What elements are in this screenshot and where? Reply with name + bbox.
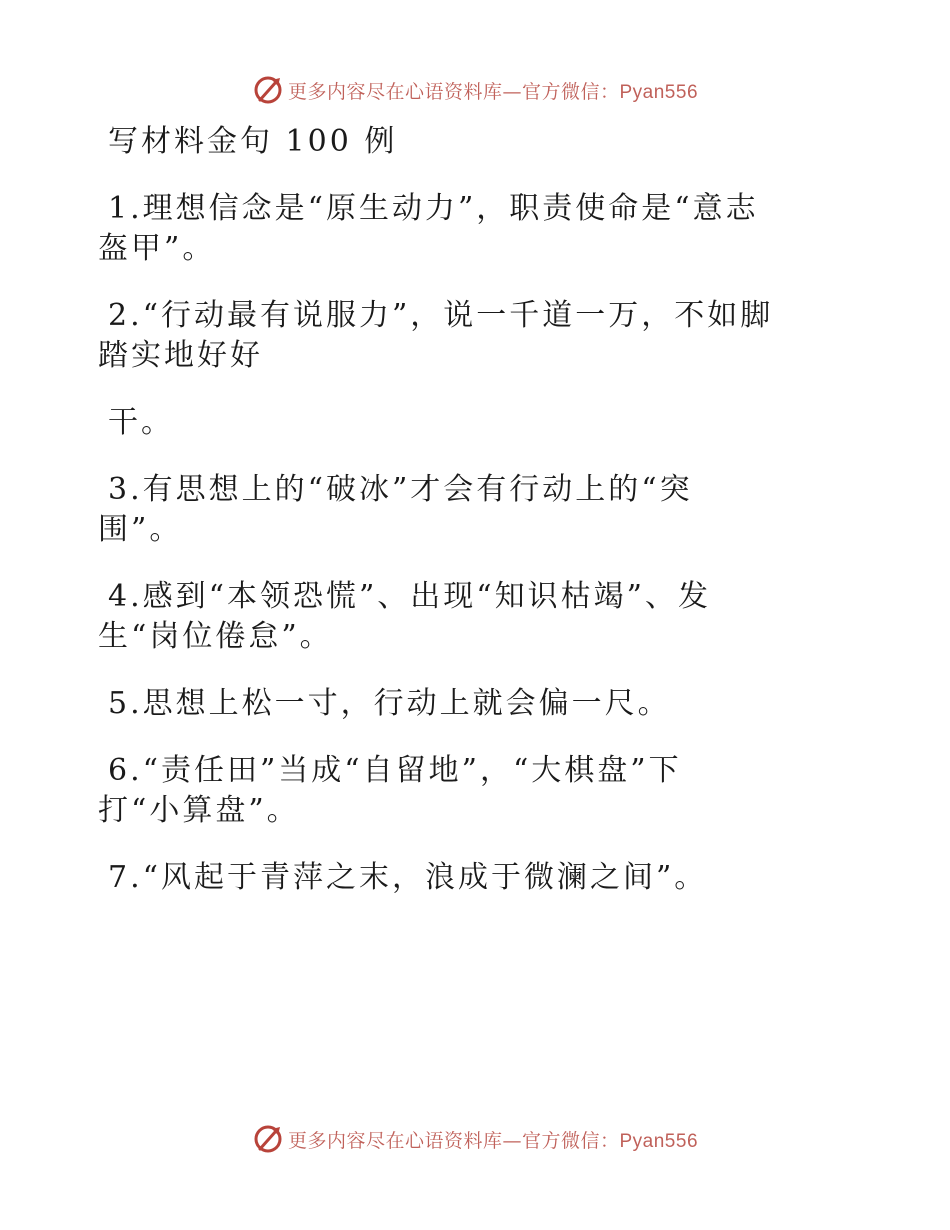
item-line: 4.感到“本领恐慌”、出现“知识枯竭”、发 [108,579,711,614]
list-item-1 [98,189,838,269]
item-line: 干。 [108,405,174,440]
list-item-6 [98,751,838,831]
item-line: 盔甲”。 [98,231,216,266]
item-line: 踏实地好好 [98,338,263,373]
item-line: 2.“行动最有说服力”，说一千道一万，不如脚 [108,298,774,333]
document-body [98,122,838,925]
banner-wechat-id: Pyan556 [619,1130,699,1152]
list-item-2 [98,296,838,443]
list-item-5 [98,684,838,724]
item-line: 6.“责任田”当成“自留地”，“大棋盘”下 [108,753,682,788]
banner-text: 更多内容尽在心语资料库—官方微信： [287,80,620,103]
banner-text: 更多内容尽在心语资料库—官方微信： [287,1129,620,1152]
item-line: 打“小算盘”。 [98,793,300,828]
pen-logo-icon [252,1123,284,1155]
item-line: 3.有思想上的“破冰”才会有行动上的“突 [108,472,693,507]
list-item-3 [98,470,838,550]
item-line: 围”。 [98,512,183,547]
pen-logo-icon [252,74,284,106]
header-banner [0,70,950,110]
item-line: 1.理想信念是“原生动力”，职责使命是“意志 [108,191,759,226]
list-item-4 [98,577,838,657]
banner-wechat-id: Pyan556 [619,81,699,103]
footer-banner [0,1119,950,1159]
document-title: 写材料金句 100 例 [108,124,398,159]
item-line: 7.“风起于青萍之末，浪成于微澜之间”。 [108,860,708,895]
item-line: 生“岗位倦怠”。 [98,619,333,654]
item-line: 5.思想上松一寸，行动上就会偏一尺。 [108,686,671,721]
list-item-7 [98,858,838,898]
